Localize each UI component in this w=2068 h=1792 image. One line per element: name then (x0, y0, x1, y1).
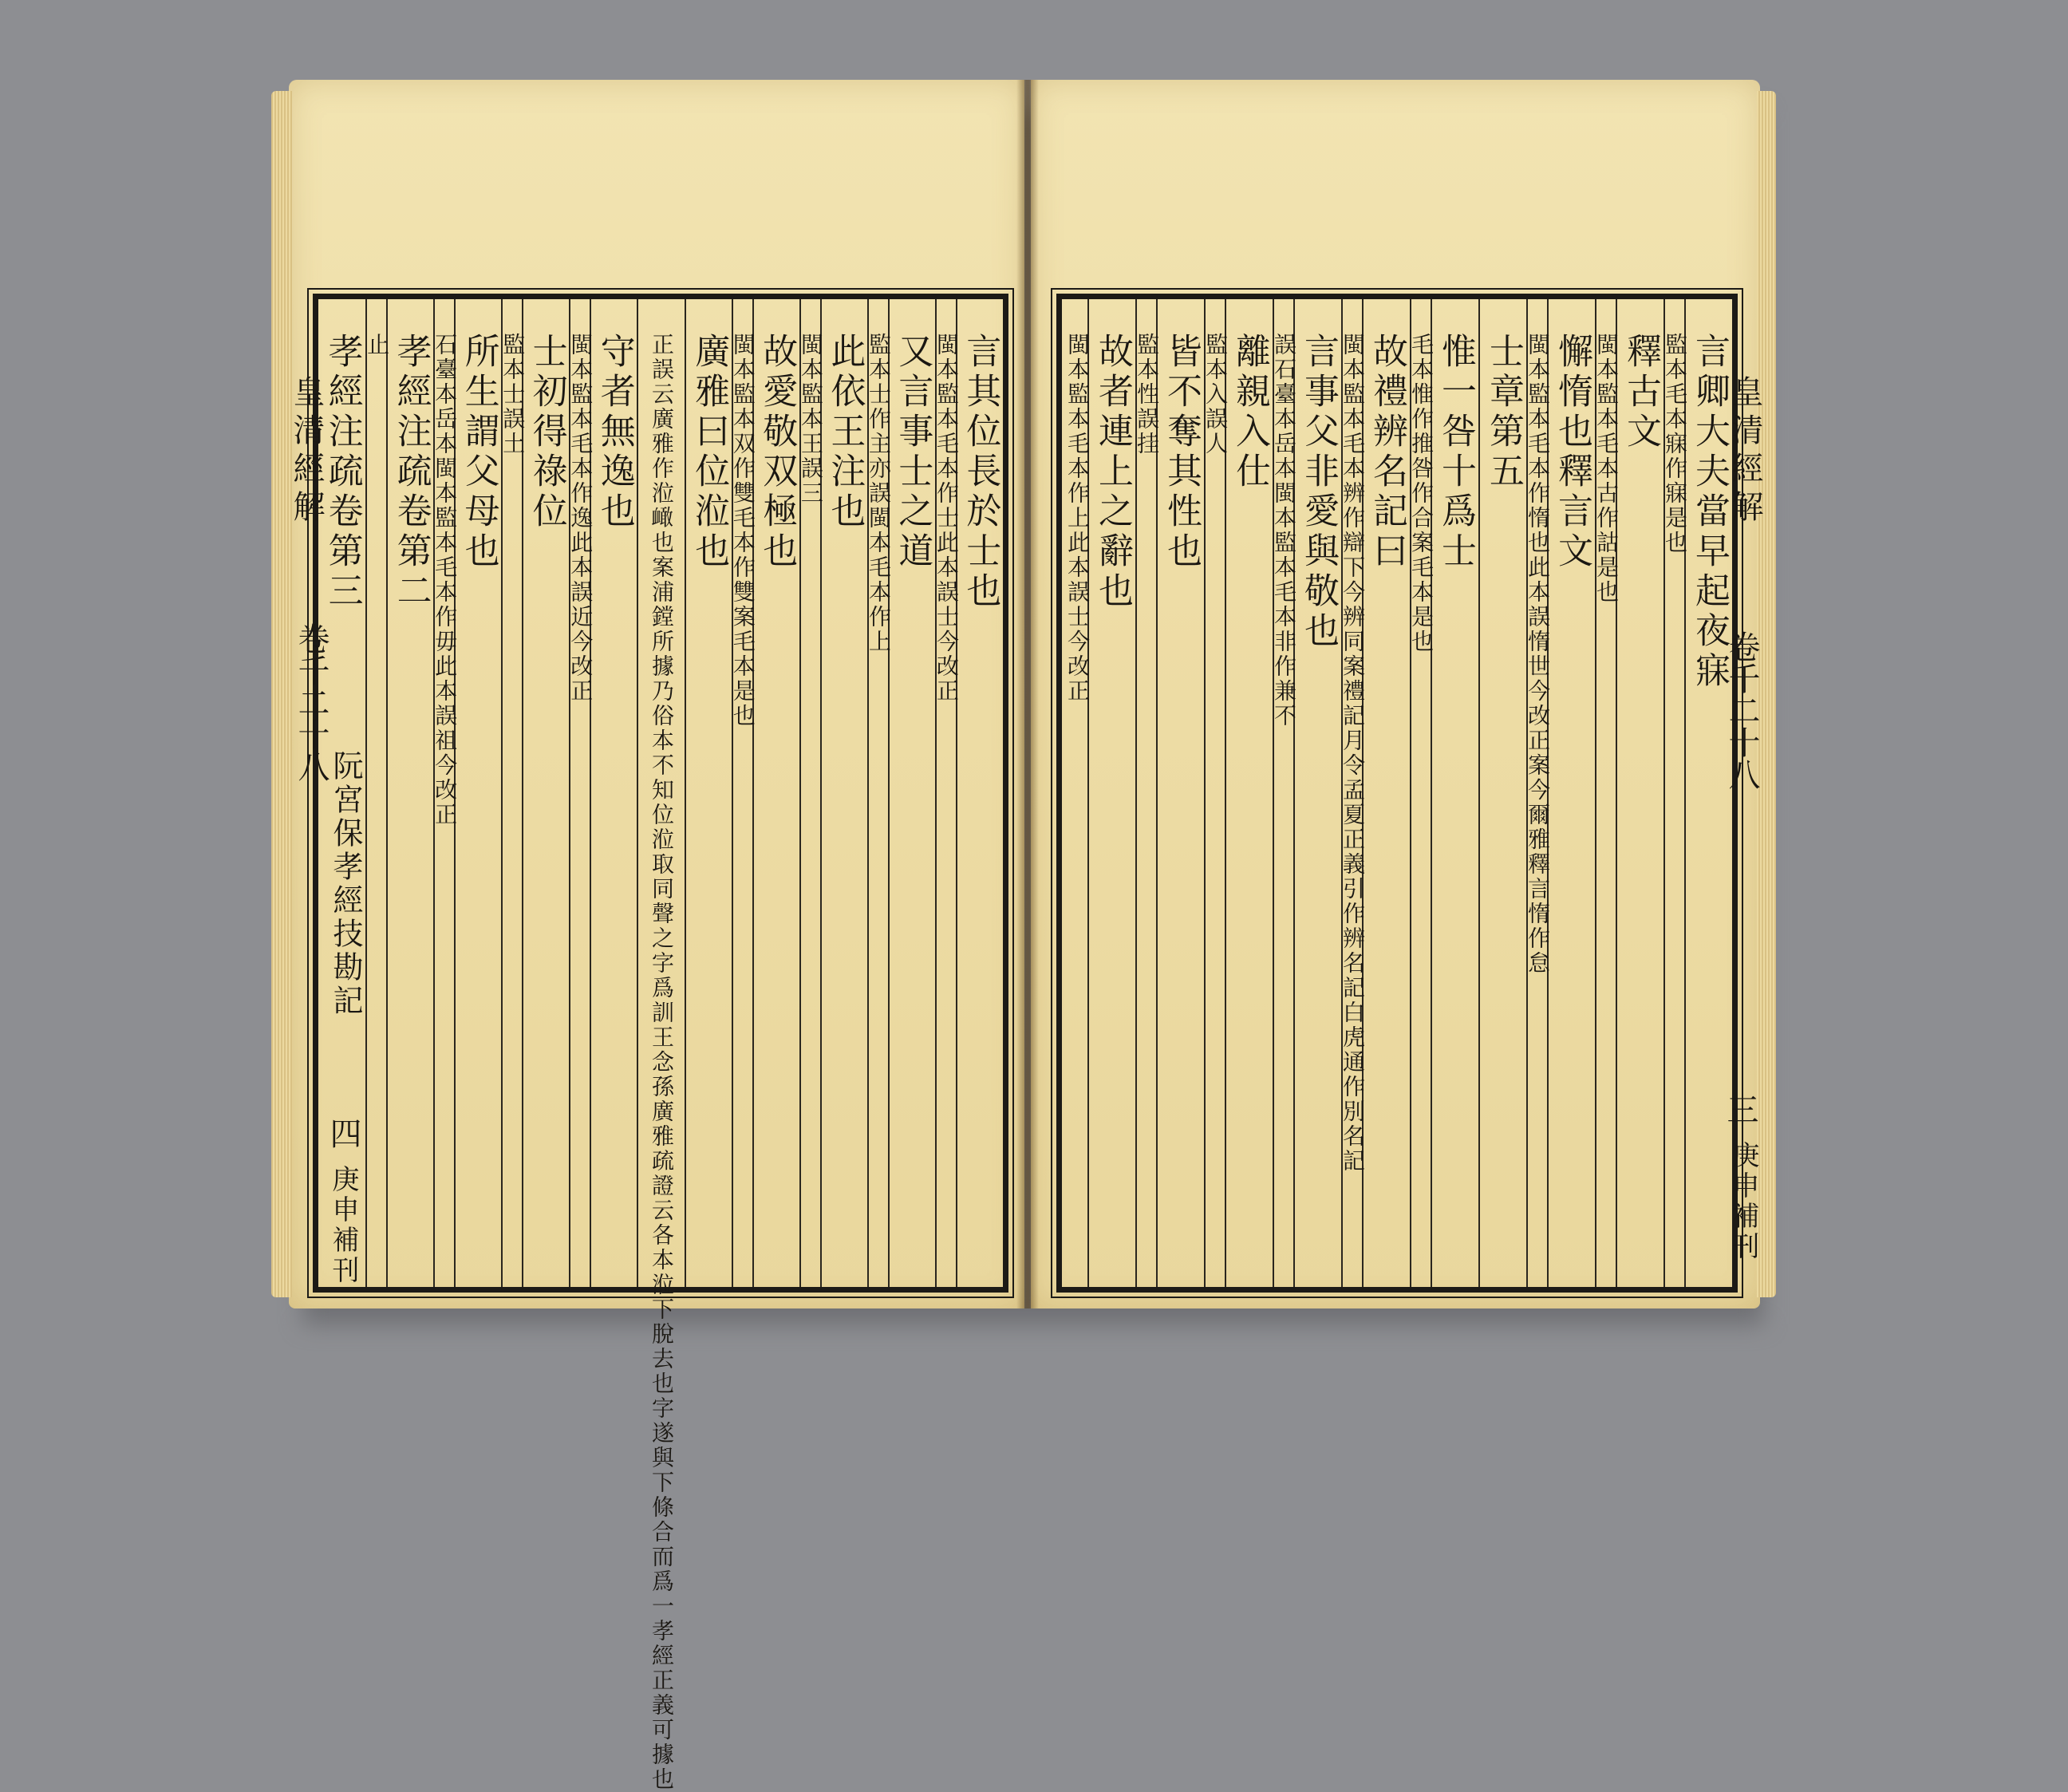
main-text: 士章第五 (1483, 333, 1524, 492)
right-page (1031, 80, 1763, 1308)
main-text: 惟一咎十爲士 (1435, 333, 1476, 572)
left-page-column (956, 299, 1003, 1287)
left-page-column (454, 299, 501, 1287)
left-text-frame (313, 294, 1008, 1792)
main-text: 離親入仕 (1229, 333, 1270, 492)
right-page-column (1225, 299, 1273, 1287)
commentary-text: 誤石臺本岳本閩本監本毛本非作兼不 (1271, 333, 1297, 728)
main-text: 懈惰也釋言文 (1552, 333, 1592, 572)
left-page-column (820, 299, 867, 1287)
right-page-column (1134, 299, 1160, 1287)
left-page-column (933, 299, 960, 1287)
commentary-text: 石臺本岳本閩本監本毛本作毋此本誤祖今改正 (432, 333, 459, 827)
main-text: 又言事士之道 (892, 333, 933, 572)
right-page-column (1593, 299, 1620, 1287)
main-text: 廣雅曰位涖也 (689, 333, 730, 572)
commentary-text: 毛本惟作推咎作合案毛本是也 (1408, 333, 1435, 654)
main-text: 故禮辨名記曰 (1367, 333, 1407, 572)
left-margin-volume: 卷千二十八 (293, 622, 330, 782)
right-page-column (1525, 299, 1551, 1287)
left-page-column (522, 299, 569, 1287)
right-page-column (1064, 299, 1091, 1287)
book-gutter (1016, 80, 1039, 1308)
commentary-text: 閩本監本毛本古作詁是也 (1593, 333, 1620, 605)
commentary-text: 閩本監本毛本作上此本誤士今改正 (1064, 333, 1091, 704)
right-text-frame (1056, 294, 1738, 1293)
left-page-column (499, 299, 527, 1287)
right-page-column (1362, 299, 1410, 1287)
main-text: 皆不奪其性也 (1161, 333, 1202, 572)
left-page-column (637, 299, 684, 1792)
commentary-text: 監本士誤土 (499, 333, 527, 456)
left-page-column (685, 299, 732, 1287)
open-book (288, 80, 1763, 1792)
right-page-column (1271, 299, 1297, 1287)
right-margin-title: 皇清經解 (1727, 375, 1763, 528)
left-page-column (590, 299, 637, 1287)
left-page-column (386, 299, 433, 1287)
right-page-column (1547, 299, 1595, 1287)
right-page-column (1408, 299, 1435, 1287)
left-page-column (797, 299, 824, 1287)
left-margin-strip (284, 375, 330, 528)
main-text: 言卿大夫當早起夜寐 (1689, 333, 1730, 692)
left-margin-leaf-number: 四 (325, 1117, 361, 1149)
main-text: 士初得祿位 (526, 333, 567, 532)
right-columns (1062, 299, 1732, 1287)
right-page-column (1087, 299, 1135, 1287)
right-margin-edition: 庚申補刊 (1727, 1141, 1759, 1262)
right-page-column (1616, 299, 1663, 1287)
main-text: 故愛敬双極也 (756, 333, 798, 572)
right-page-column (1431, 299, 1478, 1287)
main-text: 言事父非愛與敬也 (1298, 333, 1339, 652)
left-margin-edition: 庚申補刊 (327, 1165, 359, 1286)
left-page (288, 80, 1024, 1792)
left-page-column (888, 299, 935, 1287)
right-page-column (1202, 299, 1229, 1287)
left-page-column (432, 299, 459, 1287)
commentary-text: 監本入誤人 (1202, 333, 1229, 456)
commentary-text: 監本士作主亦誤閩本毛本作上 (865, 333, 892, 654)
right-page-column (1478, 299, 1526, 1287)
commentary-text: 閩本監本毛本辨作辯下今辨同案禮記月令孟夏正義引作辨名記白虎通作別名記 (1340, 333, 1366, 1174)
left-margin-book-strip (324, 750, 368, 1018)
right-margin-strip (1723, 375, 1768, 528)
left-page-column (865, 299, 892, 1287)
left-page-column (567, 299, 594, 1287)
left-margin-book-title: 阮宮保孝經技勘記 (328, 750, 363, 1018)
right-margin-edition-strip (1724, 1141, 1763, 1262)
left-page-column (752, 299, 799, 1287)
left-margin-leaf-strip (321, 1117, 366, 1149)
main-text: 言其位長於士也 (960, 333, 1001, 612)
left-page-column (729, 299, 756, 1287)
commentary-text: 閩本監本王誤三 (797, 333, 824, 506)
right-page-column (1293, 299, 1341, 1287)
right-page-column (1156, 299, 1204, 1287)
commentary-text: 閩本監本毛本作士此本誤士今改正 (933, 333, 960, 704)
commentary-text: 監本性誤挂 (1134, 333, 1160, 456)
right-margin-leaf-number: 三 (1722, 1093, 1758, 1125)
main-text: 所生謂父母也 (458, 333, 499, 572)
commentary-text: 閩本監本毛本作惰也此本誤惰世今改正案今爾雅釋言惰作怠 (1525, 333, 1551, 976)
main-text: 孝經注疏卷第二 (390, 333, 432, 612)
main-text: 守者無逸也 (594, 333, 635, 532)
left-columns (318, 299, 1003, 1792)
main-text: 此依王注也 (824, 333, 866, 532)
right-margin-leaf-strip (1718, 1093, 1763, 1125)
commentary-text: 正誤云廣雅作涖𧗐也案浦鏜所據乃俗本不知位涖取同聲之字爲訓王念孫廣雅疏證云各本涖下脫去也字遂與下條合而爲一孝經正義可據也 (648, 333, 675, 1792)
main-text: 釋古文 (1620, 333, 1661, 452)
commentary-text: 止 (364, 333, 391, 357)
left-margin-edition-strip (324, 1165, 363, 1286)
main-text: 孝經注疏卷第三 (322, 333, 363, 612)
right-margin-volume-strip (1719, 630, 1765, 790)
right-page-column (1340, 299, 1366, 1287)
main-text: 故者連上之辭也 (1092, 333, 1133, 612)
left-page-column (364, 299, 391, 1287)
right-page-column (1662, 299, 1688, 1287)
commentary-text: 監本毛本寐作寐是也 (1662, 333, 1688, 555)
right-margin-volume: 卷千二十八 (1723, 630, 1760, 790)
left-margin-title: 皇清經解 (288, 375, 325, 528)
commentary-text: 閩本監本毛本作逸此本誤近今改正 (567, 333, 594, 704)
commentary-text: 閩本監本双作雙毛本作雙案毛本是也 (729, 333, 756, 728)
